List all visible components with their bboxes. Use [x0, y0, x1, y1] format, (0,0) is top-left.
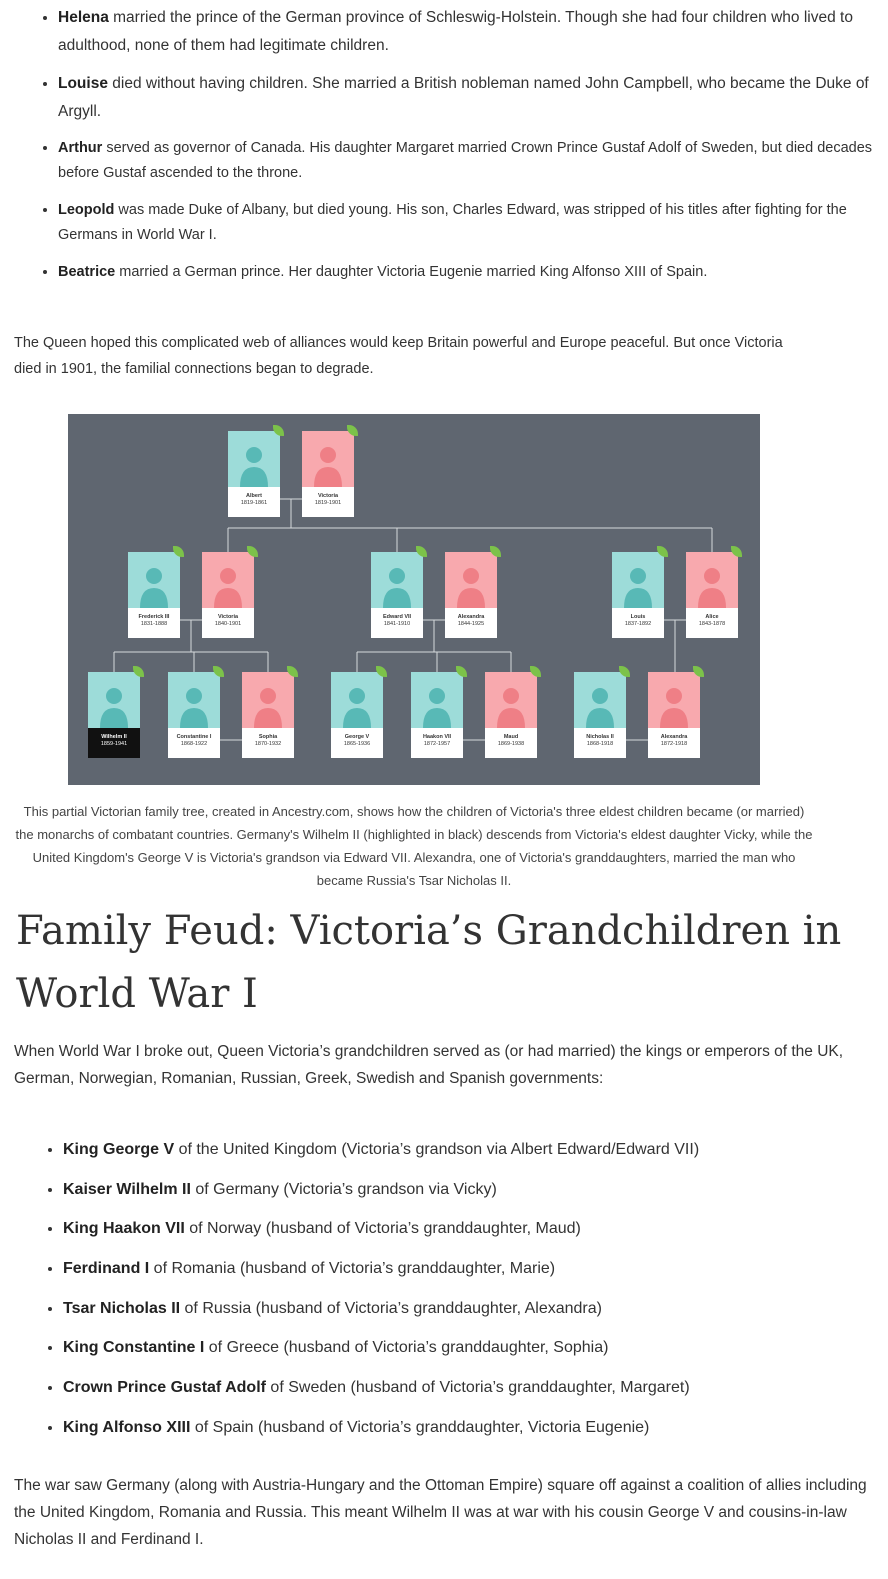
person-name: Sophia [258, 734, 278, 740]
person-label [648, 728, 700, 758]
person-dates: 1831-1888 [140, 621, 168, 627]
list-item [63, 1374, 883, 1402]
tree-person-card [445, 552, 497, 638]
portrait-placeholder [648, 672, 700, 728]
person-label [168, 728, 220, 758]
list-item [63, 1295, 883, 1323]
tree-person-card [485, 672, 537, 758]
person-dates: 1859-1941 [100, 741, 128, 747]
portrait-placeholder [242, 672, 294, 728]
list-item [63, 1176, 883, 1204]
person-label [331, 728, 383, 758]
list-item-text: of Greece (husband of Victoria’s granddaughter, Sophia) [204, 1339, 609, 1357]
person-silhouette-icon [138, 562, 170, 608]
tree-person-card [574, 672, 626, 758]
person-label [242, 728, 294, 758]
list-item [63, 1136, 883, 1164]
list-item-name: Kaiser Wilhelm II [63, 1180, 191, 1198]
person-dates: 1870-1932 [254, 741, 282, 747]
portrait-placeholder [202, 552, 254, 608]
person-dates: 1844-1925 [457, 621, 485, 627]
tree-person-card [686, 552, 738, 638]
person-label [128, 608, 180, 638]
portrait-placeholder [331, 672, 383, 728]
portrait-placeholder [612, 552, 664, 608]
person-silhouette-icon [584, 682, 616, 728]
tree-person-card [88, 672, 140, 758]
person-name: Haakon VII [422, 734, 452, 740]
list-item-text: of Sweden (husband of Victoria’s granddaughter, Margaret) [265, 1379, 690, 1397]
portrait-placeholder [88, 672, 140, 728]
list-item-name: King Alfonso XIII [63, 1418, 191, 1436]
children-list [38, 4, 888, 297]
person-silhouette-icon [312, 441, 344, 487]
portrait-placeholder [574, 672, 626, 728]
family-tree-image [68, 414, 760, 785]
list-item [58, 136, 888, 186]
person-label [445, 608, 497, 638]
portrait-placeholder [168, 672, 220, 728]
person-dates: 1819-1861 [240, 500, 268, 506]
person-name: Alice [705, 614, 719, 620]
portrait-placeholder [302, 431, 354, 487]
list-item-name: Louise [58, 75, 108, 92]
list-item-name: Crown Prince Gustaf Adolf [63, 1379, 266, 1397]
tree-person-card [411, 672, 463, 758]
person-label [411, 728, 463, 758]
paragraph: When World War I broke out, Queen Victoria’s grandchildren served as (or had married) the kings or emperors of the UK, German, Norwegian, Romanian, Russian, Greek, Swedish and Spanish governments: [14, 1043, 844, 1087]
list-item-text: of Romania (husband of Victoria’s granddaughter, Marie) [149, 1260, 556, 1278]
tree-person-card [242, 672, 294, 758]
person-dates: 1819-1901 [314, 500, 342, 506]
person-silhouette-icon [622, 562, 654, 608]
tree-person-card [331, 672, 383, 758]
tree-person-card [202, 552, 254, 638]
list-item-name: King Haakon VII [63, 1220, 185, 1238]
person-label [228, 487, 280, 517]
portrait-placeholder [485, 672, 537, 728]
list-item [63, 1334, 883, 1362]
person-label [202, 608, 254, 638]
portrait-placeholder [686, 552, 738, 608]
person-dates: 1868-1922 [180, 741, 208, 747]
person-dates: 1837-1892 [624, 621, 652, 627]
person-silhouette-icon [455, 562, 487, 608]
person-silhouette-icon [212, 562, 244, 608]
person-silhouette-icon [178, 682, 210, 728]
person-name: Louis [630, 614, 646, 620]
list-item [58, 4, 888, 60]
person-dates: 1840-1901 [214, 621, 242, 627]
person-name: Alexandra [457, 614, 485, 620]
list-item-name: Arthur [58, 140, 103, 156]
person-silhouette-icon [696, 562, 728, 608]
person-name: Edward VII [382, 614, 412, 620]
tree-person-card [228, 431, 280, 517]
person-label [612, 608, 664, 638]
list-item-text: of Russia (husband of Victoria’s granddaughter, Alexandra) [180, 1299, 602, 1317]
person-name: Alexandra [660, 734, 688, 740]
person-name: Constantine I [176, 734, 212, 740]
person-label [88, 728, 140, 758]
person-dates: 1872-1918 [660, 741, 688, 747]
person-name: Maud [503, 734, 519, 740]
tree-person-card [128, 552, 180, 638]
list-item-name: Tsar Nicholas II [63, 1299, 181, 1317]
person-silhouette-icon [98, 682, 130, 728]
person-silhouette-icon [495, 682, 527, 728]
person-dates: 1868-1918 [586, 741, 614, 747]
list-item-text: was made Duke of Albany, but died young. His son, Charles Edward, was stripped of his titles after fighting for the Germans in World War I. [58, 202, 847, 243]
list-item-text: served as governor of Canada. His daughter Margaret married Crown Prince Gustaf Adolf of Sweden, but died decades before Gustaf ascended to the throne. [58, 140, 873, 181]
person-silhouette-icon [421, 682, 453, 728]
person-label [371, 608, 423, 638]
person-dates: 1841-1910 [383, 621, 411, 627]
list-item-name: Leopold [58, 202, 115, 218]
person-name: Victoria [317, 493, 339, 499]
list-item [63, 1215, 883, 1243]
list-item-text: of Norway (husband of Victoria’s granddaughter, Maud) [184, 1220, 581, 1238]
list-item-text: died without having children. She married a British nobleman named John Campbell, who became the Duke of Argyll. [58, 75, 869, 120]
portrait-placeholder [228, 431, 280, 487]
person-label [686, 608, 738, 638]
tree-person-card [371, 552, 423, 638]
tree-person-card [168, 672, 220, 758]
person-label [574, 728, 626, 758]
list-item [58, 260, 888, 285]
portrait-placeholder [445, 552, 497, 608]
monarch-list [44, 1136, 883, 1454]
list-item-text: of Spain (husband of Victoria’s granddaughter, Victoria Eugenie) [190, 1418, 650, 1436]
person-name: Frederick III [138, 614, 170, 620]
person-silhouette-icon [341, 682, 373, 728]
person-silhouette-icon [658, 682, 690, 728]
list-item [58, 70, 888, 126]
paragraph: The Queen hoped this complicated web of alliances would keep Britain powerful and Europe peaceful. But once Victoria died in 1901, the familial connections began to degrade. [14, 335, 783, 377]
list-item [63, 1255, 883, 1283]
list-item-text: married the prince of the German province of Schleswig-Holstein. Though she had four children who lived to adulthood, none of them had legitimate children. [58, 9, 853, 54]
image-caption: This partial Victorian family tree, created in Ancestry.com, shows how the children of Victoria's three eldest children became (or married) the monarchs of combatant countries. Germany's Wilhelm II (highlighted in black) descends from Victoria's eldest daughter Vicky, while the United Kingdom's George V is Victoria's grandson via Edward VII. Alexandra, one of Victoria's granddaughters, married the man who became Russia's Tsar Nicholas II. [15, 804, 813, 888]
list-item-name: Beatrice [58, 264, 116, 280]
tree-person-card [648, 672, 700, 758]
list-item [58, 198, 888, 248]
person-name: George V [344, 734, 370, 740]
person-dates: 1843-1878 [698, 621, 726, 627]
person-label [485, 728, 537, 758]
portrait-placeholder [128, 552, 180, 608]
list-item-text: of the United Kingdom (Victoria’s grandson via Albert Edward/Edward VII) [174, 1141, 700, 1158]
person-dates: 1865-1936 [343, 741, 371, 747]
person-silhouette-icon [238, 441, 270, 487]
person-silhouette-icon [252, 682, 284, 728]
person-name: Wilhelm II [101, 734, 127, 740]
paragraph: The war saw Germany (along with Austria-Hungary and the Ottoman Empire) square off against a coalition of allies including the United Kingdom, Romania and Russia. This meant Wilhelm II was at war with his cousin George V and cousins-in-law Nicholas II and Ferdinand I. [14, 1477, 867, 1548]
list-item-name: King George V [63, 1141, 175, 1158]
list-item [63, 1414, 883, 1442]
list-item-text: married a German prince. Her daughter Victoria Eugenie married King Alfonso XIII of Spain. [115, 264, 708, 280]
list-item-name: Ferdinand I [63, 1260, 150, 1278]
list-item-name: Helena [58, 9, 109, 26]
tree-person-card [302, 431, 354, 517]
person-label [302, 487, 354, 517]
portrait-placeholder [411, 672, 463, 728]
person-name: Victoria [217, 614, 239, 620]
person-dates: 1872-1957 [423, 741, 451, 747]
person-name: Nicholas II [586, 734, 614, 740]
portrait-placeholder [371, 552, 423, 608]
person-dates: 1869-1938 [497, 741, 525, 747]
person-name: Albert [246, 493, 262, 499]
person-silhouette-icon [381, 562, 413, 608]
list-item-name: King Constantine I [63, 1339, 205, 1357]
tree-person-card [612, 552, 664, 638]
list-item-text: of Germany (Victoria’s grandson via Vicky) [190, 1180, 497, 1198]
section-heading: Family Feud: Victoria’s Grandchildren in World War I [16, 908, 842, 1017]
